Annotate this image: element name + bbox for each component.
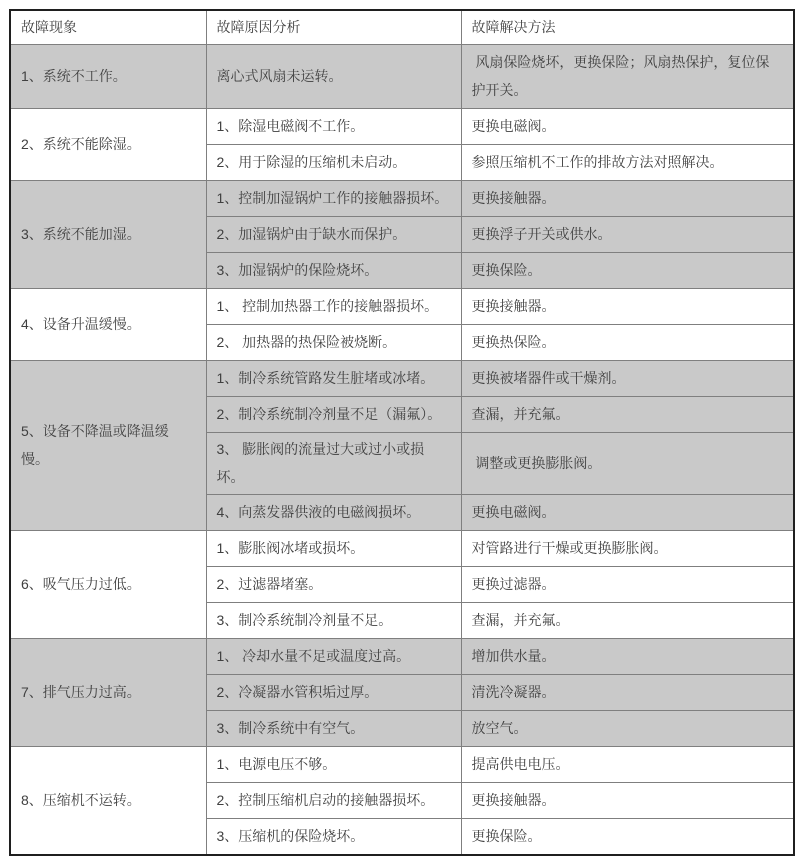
cause-cell: 2、过滤器堵塞。 (206, 567, 461, 603)
cause-cell: 1、除湿电磁阀不工作。 (206, 108, 461, 144)
cause-cell: 3、加湿锅炉的保险烧坏。 (206, 252, 461, 288)
col-header-cause: 故障原因分析 (206, 10, 461, 44)
phenomenon-cell: 2、系统不能除湿。 (10, 108, 206, 180)
phenomenon-cell: 5、设备不降温或降温缓慢。 (10, 360, 206, 530)
solution-cell: 提高供电电压。 (461, 747, 794, 783)
solution-cell: 清洗冷凝器。 (461, 675, 794, 711)
solution-cell: 更换保险。 (461, 252, 794, 288)
header-row (10, 10, 794, 44)
cause-cell: 2、用于除湿的压缩机未启动。 (206, 144, 461, 180)
fault-row (10, 360, 794, 396)
col-header-phenomenon: 故障现象 (10, 10, 206, 44)
cause-cell: 2、冷凝器水管积垢过厚。 (206, 675, 461, 711)
cause-cell: 1、 冷却水量不足或温度过高。 (206, 639, 461, 675)
cause-cell: 2、加湿锅炉由于缺水而保护。 (206, 216, 461, 252)
solution-cell: 调整或更换膨胀阀。 (461, 432, 794, 494)
cause-cell: 2、控制压缩机启动的接触器损坏。 (206, 783, 461, 819)
cause-cell: 1、 控制加热器工作的接触器损坏。 (206, 288, 461, 324)
cause-cell: 3、压缩机的保险烧坏。 (206, 819, 461, 855)
solution-cell: 更换过滤器。 (461, 567, 794, 603)
phenomenon-cell: 4、设备升温缓慢。 (10, 288, 206, 360)
solution-cell: 更换电磁阀。 (461, 495, 794, 531)
cause-cell: 2、 加热器的热保险被烧断。 (206, 324, 461, 360)
solution-cell: 增加供水量。 (461, 639, 794, 675)
solution-cell: 对管路进行干燥或更换膨胀阀。 (461, 531, 794, 567)
phenomenon-cell: 1、系统不工作。 (10, 44, 206, 108)
solution-cell: 更换浮子开关或供水。 (461, 216, 794, 252)
phenomenon-cell: 8、压缩机不运转。 (10, 747, 206, 855)
solution-cell: 更换接触器。 (461, 783, 794, 819)
solution-cell: 更换保险。 (461, 819, 794, 855)
fault-row (10, 531, 794, 567)
solution-cell: 更换热保险。 (461, 324, 794, 360)
cause-cell: 2、制冷系统制冷剂量不足（漏氟）。 (206, 396, 461, 432)
cause-cell: 4、向蒸发器供液的电磁阀损坏。 (206, 495, 461, 531)
cause-cell: 3、制冷系统中有空气。 (206, 711, 461, 747)
cause-cell: 3、制冷系统制冷剂量不足。 (206, 603, 461, 639)
cause-cell: 1、制冷系统管路发生脏堵或冰堵。 (206, 360, 461, 396)
phenomenon-cell: 7、排气压力过高。 (10, 639, 206, 747)
solution-cell: 放空气。 (461, 711, 794, 747)
solution-cell: 更换电磁阀。 (461, 108, 794, 144)
fault-row (10, 288, 794, 324)
fault-row (10, 180, 794, 216)
solution-cell: 查漏，并充氟。 (461, 396, 794, 432)
table-body (10, 44, 794, 854)
solution-cell: 更换被堵器件或干燥剂。 (461, 360, 794, 396)
fault-row (10, 108, 794, 144)
phenomenon-cell: 6、吸气压力过低。 (10, 531, 206, 639)
cause-cell: 1、电源电压不够。 (206, 747, 461, 783)
solution-cell: 更换接触器。 (461, 180, 794, 216)
fault-row (10, 747, 794, 783)
solution-cell: 查漏，并充氟。 (461, 603, 794, 639)
fault-row (10, 639, 794, 675)
phenomenon-cell: 3、系统不能加湿。 (10, 180, 206, 288)
cause-cell: 1、膨胀阀冰堵或损坏。 (206, 531, 461, 567)
fault-row (10, 44, 794, 108)
fault-troubleshooting-table (9, 9, 795, 856)
col-header-solution: 故障解决方法 (461, 10, 794, 44)
cause-cell: 1、控制加湿锅炉工作的接触器损坏。 (206, 180, 461, 216)
solution-cell: 参照压缩机不工作的排故方法对照解决。 (461, 144, 794, 180)
cause-cell: 离心式风扇未运转。 (206, 44, 461, 108)
solution-cell: 风扇保险烧坏，更换保险；风扇热保护，复位保护开关。 (461, 44, 794, 108)
cause-cell: 3、 膨胀阀的流量过大或过小或损坏。 (206, 432, 461, 494)
solution-cell: 更换接触器。 (461, 288, 794, 324)
